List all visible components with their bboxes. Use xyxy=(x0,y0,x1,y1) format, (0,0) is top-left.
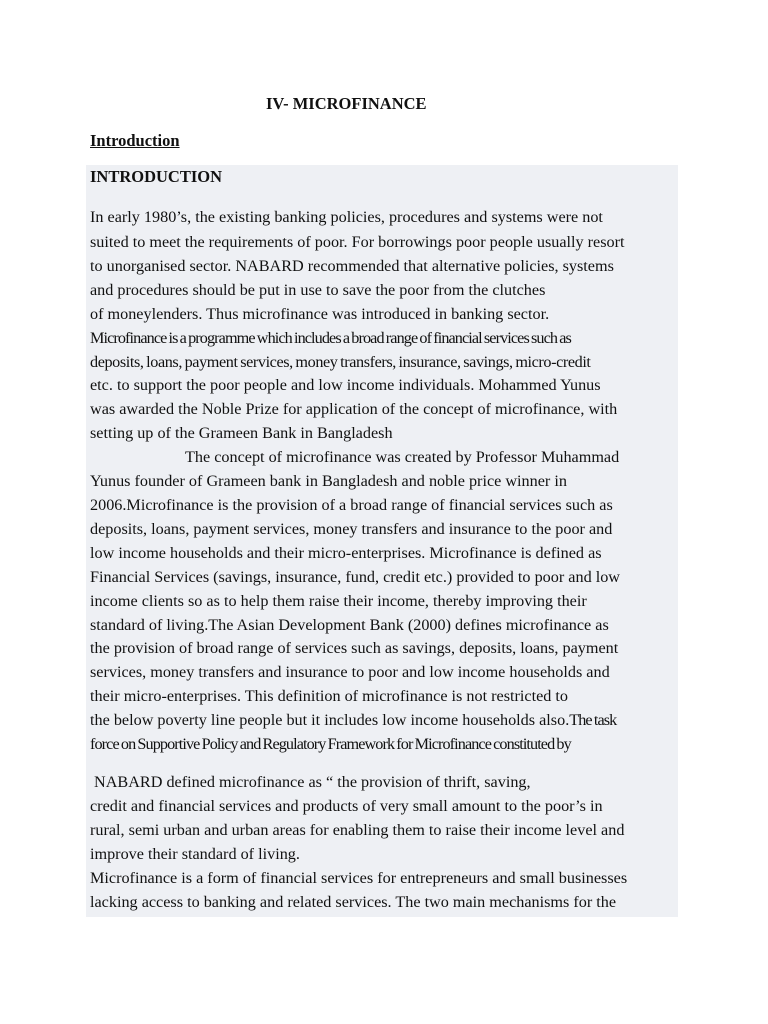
section-heading: Introduction xyxy=(90,131,180,150)
body-line: deposits, loans, payment services, money transfers, insurance, savings, micro-credit xyxy=(90,353,591,371)
body-line: services, money transfers and insurance to poor and low income households and xyxy=(90,663,610,681)
body-line: credit and financial services and products of very small amount to the poor’s in xyxy=(90,797,603,815)
body-line: Financial Services (savings, insurance, fund, credit etc.) provided to poor and low xyxy=(90,568,620,586)
sub-heading: INTRODUCTION xyxy=(90,167,223,186)
body-line: the provision of broad range of services such as savings, deposits, loans, payment xyxy=(90,639,619,657)
body-line: setting up of the Grameen Bank in Bangladesh xyxy=(90,424,393,442)
body-line: force on Supportive Policy and Regulatory Framework for Microfinance constituted by xyxy=(90,735,571,753)
body-line: and procedures should be put in use to save the poor from the clutches xyxy=(90,281,546,299)
body-line: In early 1980’s, the existing banking policies, procedures and systems were not xyxy=(90,208,603,226)
body-line-indented: The concept of microfinance was created by Professor Muhammad xyxy=(185,448,620,466)
body-line: etc. to support the poor people and low income individuals. Mohammed Yunus xyxy=(90,376,601,394)
body-line: low income households and their micro-enterprises. Microfinance is defined as xyxy=(90,544,602,562)
body-line: suited to meet the requirements of poor. For borrowings poor people usually resort xyxy=(90,233,625,251)
chapter-title: IV- MICROFINANCE xyxy=(266,94,427,113)
body-line: their micro-enterprises. This definition of microfinance is not restricted to xyxy=(90,687,568,705)
body-line: NABARD defined microfinance as “ the provision of thrift, saving, xyxy=(90,773,531,791)
body-line: income clients so as to help them raise their income, thereby improving their xyxy=(90,592,587,610)
body-line: improve their standard of living. xyxy=(90,845,300,863)
body-line: rural, semi urban and urban areas for enabling them to raise their income level and xyxy=(90,821,625,839)
body-line: Microfinance is a programme which includes a broad range of financial services such as xyxy=(90,329,571,347)
body-line: was awarded the Noble Prize for application of the concept of microfinance, with xyxy=(90,400,618,418)
body-line: Yunus founder of Grameen bank in Bangladesh and noble price winner in xyxy=(90,472,567,490)
body-line: the below poverty line people but it includes low income households also.The task xyxy=(90,711,617,729)
body-line: Microfinance is a form of financial services for entrepreneurs and small businesses xyxy=(90,869,628,887)
body-line: 2006.Microfinance is the provision of a broad range of financial services such as xyxy=(90,496,613,514)
body-line: to unorganised sector. NABARD recommended that alternative policies, systems xyxy=(90,257,614,275)
body-line: lacking access to banking and related services. The two main mechanisms for the xyxy=(90,893,617,911)
body-line: standard of living.The Asian Development Bank (2000) defines microfinance as xyxy=(90,616,609,634)
body-line: of moneylenders. Thus microfinance was introduced in banking sector. xyxy=(90,305,550,323)
body-line: deposits, loans, payment services, money transfers and insurance to the poor and xyxy=(90,520,613,538)
